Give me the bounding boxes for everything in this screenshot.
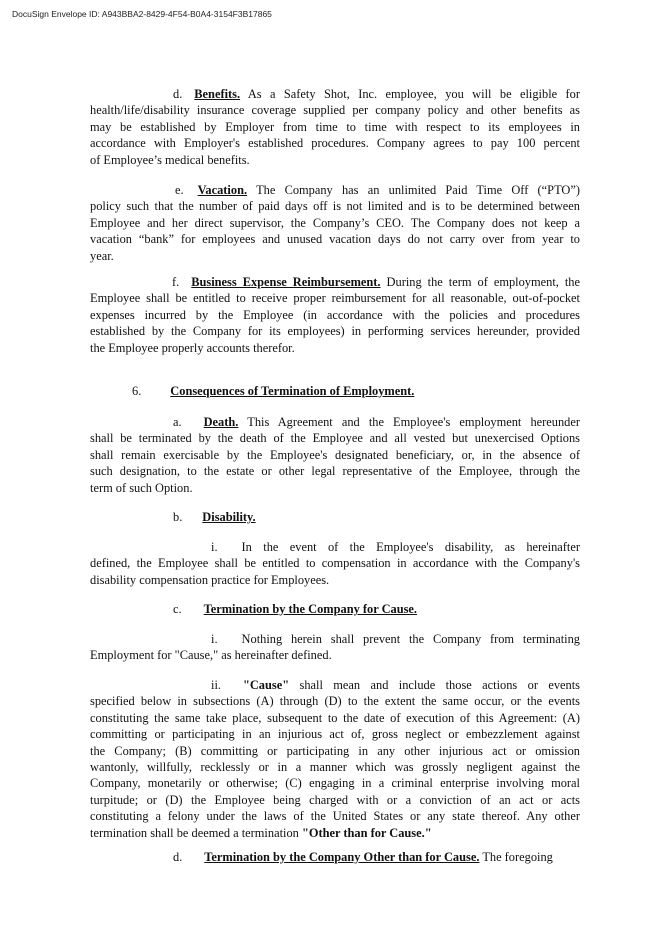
benefits-title: Benefits.: [194, 87, 241, 101]
death-label: a.: [173, 415, 182, 429]
disability-label: b.: [173, 510, 183, 524]
disability-title: Disability.: [202, 510, 256, 524]
section-6-heading: [132, 383, 414, 399]
disability-i-label: i.: [211, 540, 218, 554]
other-title: Termination by the Company Other than for Cause.: [204, 850, 480, 864]
death-title: Death.: [203, 415, 239, 429]
cause-term: "Cause": [242, 678, 290, 692]
cause-i-label: i.: [211, 632, 218, 646]
cause-ii-paragraph: ii. "Cause" shall mean and include those actions or events specified below in subsections (A) through (D) to the extent the same occur, or the events constituting the same take place, subsequent to the date of execution of this Agreement: (A) committing or participating in an injurious act of, gross neglect or embezzlement against the Company; (B) committing or participating in any other injurious act or omission wantonly, willfully, recklessly or in a manner which was grossly negligent against the Company, monetarily or otherwise; (C) engaging in a criminal enterprise involving moral turpitude; or (D) the Employee being charged with or a conviction of an act or acts constituting a felony under the laws of the United States or any state thereof. Any other termination shall be deemed a termination "Other than for Cause.": [90, 678, 580, 840]
disability-heading: [173, 509, 256, 525]
expense-paragraph: f. Business Expense Reimbursement. During the term of employment, the Employee shall be entitled to receive proper reimbursement for all reasonable, out-of-pocket expenses incurred by the Employee (in accordance with the policies and procedures established by the Company for its employees) in performing services hereunder, provided the Employee properly accounts therefor.: [90, 275, 581, 355]
expense-title: Business Expense Reimbursement.: [191, 275, 381, 289]
expense-label: f.: [172, 275, 180, 289]
vacation-title: Vacation.: [197, 183, 248, 197]
other-than-cause-term: "Other than for Cause.": [301, 825, 432, 840]
disability-i-paragraph: i. In the event of the Employee's disability, as hereinafter defined, the Employee shall be entitled to compensation in accordance with the Company's disability compensation practice for Employees.: [90, 540, 580, 587]
cause-i-paragraph: i. Nothing herein shall prevent the Company from terminating Employment for "Cause," as hereinafter defined.: [90, 632, 580, 663]
other-heading: d. Termination by the Company Other than for Cause. The foregoing: [173, 850, 553, 864]
benefits-paragraph: d. Benefits. As a Safety Shot, Inc. employee, you will be eligible for health/life/disability insurance coverage supplied per company policy and other benefits as may be established by Employer from time to time with respect to its employees in accordance with Employer's established procedures. Company agrees to pay 100 percent of Employee’s medical benefits.: [90, 87, 580, 167]
section-6-title: Consequences of Termination of Employment.: [170, 384, 415, 398]
section-6-label: 6.: [132, 384, 142, 398]
death-paragraph: a. Death. This Agreement and the Employee's employment hereunder shall be terminated by the death of the Employee and all vested but unexercised Options shall remain exercisable by the Employee's designated beneficiary, or, in the absence of such designation, to the estate or other legal representative of the Employee, through the term of such Option.: [90, 415, 581, 495]
cause-label: c.: [173, 602, 182, 616]
cause-ii-label: ii.: [211, 678, 221, 692]
envelope-id: DocuSign Envelope ID: A943BBA2-8429-4F54-B0A4-3154F3B17865: [12, 9, 272, 19]
benefits-label: d.: [173, 87, 183, 101]
vacation-label: e.: [175, 183, 184, 197]
cause-heading: [173, 601, 417, 617]
cause-title: Termination by the Company for Cause.: [203, 602, 418, 616]
vacation-paragraph: e. Vacation. The Company has an unlimited Paid Time Off (“PTO”) policy such that the number of paid days off is not limited and is to be determined between Employee and her direct supervisor, the Company’s CEO. The Company does not keep a vacation “bank” for employees and unused vacation days do not carry over from year to year.: [90, 183, 580, 263]
other-label: d.: [173, 850, 183, 864]
